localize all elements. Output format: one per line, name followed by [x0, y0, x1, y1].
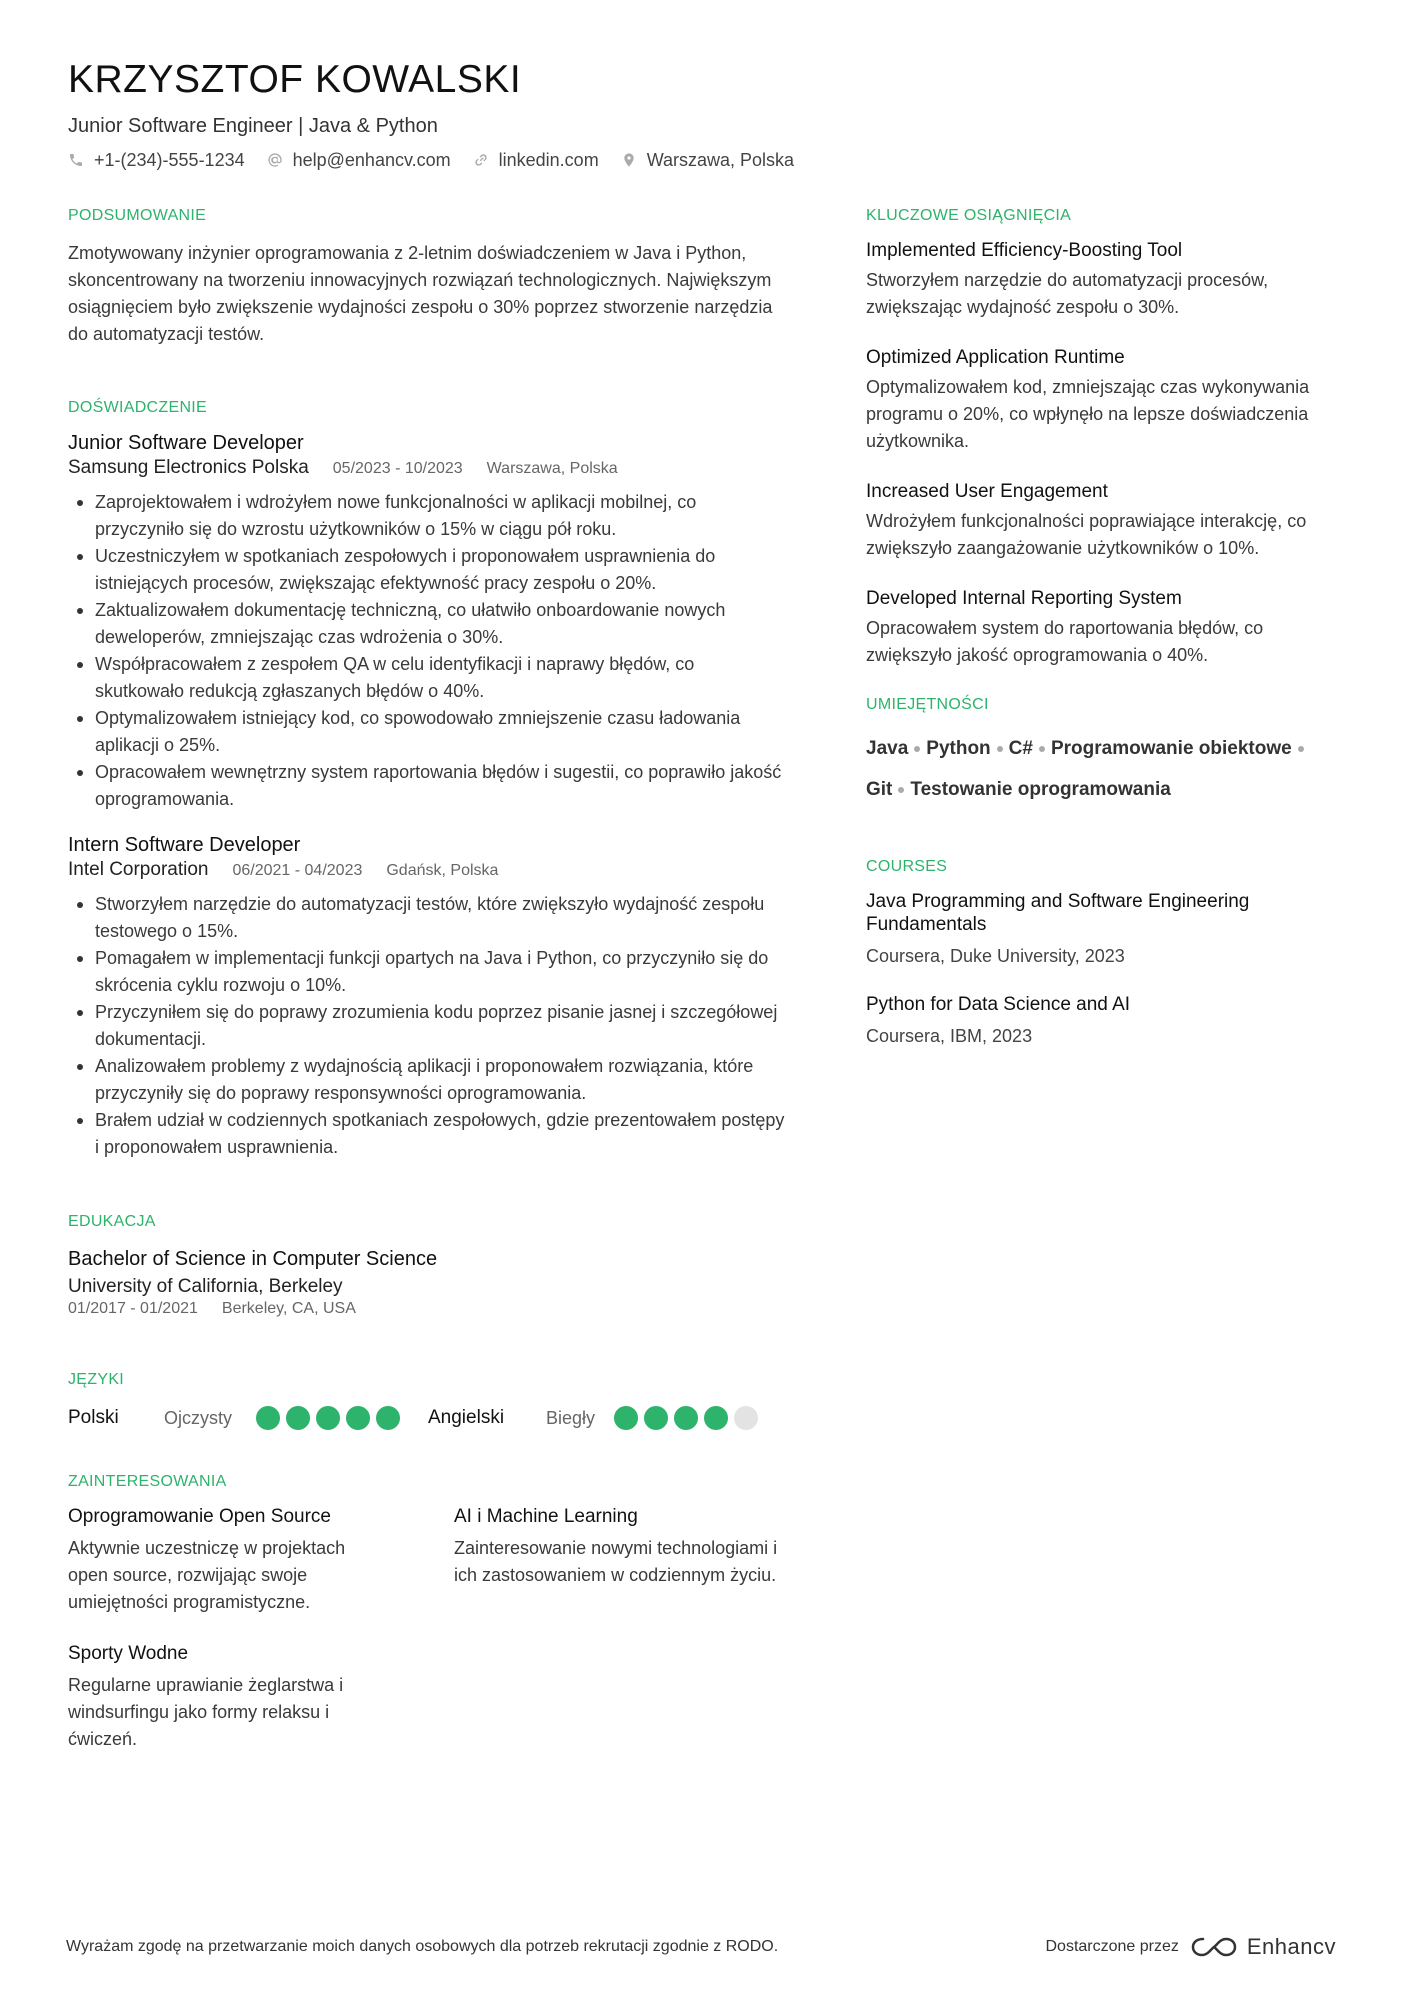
separator-dot: [1039, 746, 1045, 752]
job-bullets: [68, 489, 788, 813]
experience-section: [68, 397, 788, 1161]
achievement-desc: Wdrożyłem funkcjonalności poprawiające interakcję, co zwiększyło zaangażowanie użytkowników o 10%.: [866, 511, 1307, 558]
job-location: Warszawa, Polska: [486, 460, 618, 477]
courses-list: [866, 890, 1346, 1048]
course-title: Python for Data Science and AI: [866, 994, 1131, 1015]
bullet-item: Optymalizowałem istniejący kod, co spowodowało zmniejszenie czasu ładowania aplikacji o 25%.: [68, 705, 788, 759]
achievement-item: [866, 480, 1346, 562]
contact-email[interactable]: [267, 148, 451, 172]
interest-item: [454, 1505, 794, 1616]
rating-dot-filled: [644, 1406, 668, 1430]
bullet-item: Zaktualizowałem dokumentację techniczną, co ułatwiło onboardowanie nowych deweloperów, zmniejszając czas wdrożenia o 30%.: [68, 597, 788, 651]
bullet-item: Współpracowałem z zespołem QA w celu identyfikacji i naprawy błędów, co skutkowało redukcją zgłaszanych błędów o 40%.: [68, 651, 788, 705]
interest-title: Oprogramowanie Open Source: [68, 1506, 331, 1527]
language-item: [68, 1406, 428, 1430]
rating-dot-empty: [734, 1406, 758, 1430]
separator-dot: [898, 787, 904, 793]
bullet-item: Analizowałem problemy z wydajnością aplikacji i proponowałem rozwiązania, które przyczyniły się do poprawy responsywności oprogramowania.: [68, 1053, 788, 1107]
language-name: Angielski: [428, 1407, 505, 1428]
job-meta: [68, 858, 788, 883]
interest-desc: Aktywnie uczestniczę w projektach open source, rozwijając swoje umiejętności programistyczne.: [68, 1538, 346, 1612]
language-level: Biegły: [546, 1407, 596, 1428]
rating-dot-filled: [256, 1406, 280, 1430]
job-title: Intern Software Developer: [68, 834, 301, 856]
separator-dot: [997, 746, 1003, 752]
interest-title: AI i Machine Learning: [454, 1506, 638, 1527]
phone-text: +1-(234)-555-1234: [94, 150, 245, 170]
skill-tag: Programowanie obiektowe: [1050, 738, 1292, 759]
summary-text: Zmotywowany inżynier oprogramowania z 2-letnim doświadczeniem w Java i Python, skoncentrowany na tworzeniu innowacyjnych rozwiązań technologicznych. Największym osiągnięciem było zwiększenie wydajności zespołu o 30% poprzez stworzenie narzędzia do automatyzacji testów.: [68, 243, 773, 344]
section-title: EDUKACJA: [68, 1213, 156, 1230]
location-icon: [621, 152, 637, 168]
achievement-title: Optimized Application Runtime: [866, 347, 1125, 368]
skill-tag: Git: [866, 779, 893, 800]
achievement-title: Implemented Efficiency-Boosting Tool: [866, 240, 1183, 261]
section-title: DOŚWIADCZENIE: [68, 399, 208, 416]
powered-by-label: Dostarczone przez: [1045, 1938, 1179, 1955]
courses-section: [866, 856, 1346, 1048]
language-level: Ojczysty: [164, 1407, 233, 1428]
course-title: Java Programming and Software Engineering Fundamentals: [866, 891, 1250, 935]
bullet-item: Przyczyniłem się do poprawy zrozumienia kodu poprzez pisanie jasnej i szczegółowej dokumentacji.: [68, 999, 788, 1053]
achievement-title: Increased User Engagement: [866, 481, 1108, 502]
interest-title: Sporty Wodne: [68, 1643, 189, 1664]
resume-header: [68, 58, 1348, 172]
section-title: UMIEJĘTNOŚCI: [866, 696, 989, 713]
achievement-item: [866, 346, 1346, 455]
course-provider: Coursera, IBM, 2023: [866, 1026, 1033, 1046]
job-bullets: [68, 891, 788, 1161]
contact-phone: [68, 148, 245, 172]
job-entry: [68, 833, 788, 1161]
email-text[interactable]: help@enhancv.com: [292, 150, 451, 170]
language-name: Polski: [68, 1407, 119, 1428]
bullet-item: Opracowałem wewnętrzny system raportowania błędów i sugestii, co poprawiło jakość oprogramowania.: [68, 759, 788, 813]
language-rating: [256, 1406, 406, 1430]
section-title: COURSES: [866, 858, 948, 875]
rating-dot-filled: [316, 1406, 340, 1430]
education-meta: [68, 1297, 788, 1321]
interests-section: [68, 1471, 788, 1753]
rating-dot-filled: [346, 1406, 370, 1430]
skill-tag: C#: [1008, 738, 1033, 759]
course-item: [866, 993, 1346, 1048]
achievement-item: [866, 239, 1346, 321]
education-location: Berkeley, CA, USA: [221, 1300, 356, 1317]
linkedin-text[interactable]: linkedin.com: [498, 150, 599, 170]
rating-dot-filled: [704, 1406, 728, 1430]
bullet-item: Zaprojektowałem i wdrożyłem nowe funkcjonalności w aplikacji mobilnej, co przyczyniło się do wzrostu użytkowników o 15% w ciągu pół roku.: [68, 489, 788, 543]
skill-tag: Testowanie oprogramowania: [910, 779, 1171, 800]
summary-section: [68, 205, 788, 348]
contact-bar: [68, 148, 1348, 172]
job-location: Gdańsk, Polska: [386, 862, 499, 879]
location-text: Warszawa, Polska: [646, 150, 795, 170]
right-column: [866, 205, 1346, 1073]
school-name: University of California, Berkeley: [68, 1276, 343, 1297]
candidate-title: Junior Software Engineer | Java & Python: [68, 115, 438, 137]
language-item: [428, 1406, 788, 1430]
separator-dot: [914, 746, 920, 752]
achievement-desc: Optymalizowałem kod, zmniejszając czas wykonywania programu o 20%, co wpłynęło na lepsze doświadczenia użytkownika.: [866, 377, 1310, 451]
job-dates: 05/2023 - 10/2023: [332, 460, 463, 477]
bullet-item: Uczestniczyłem w spotkaniach zespołowych i proponowałem usprawnienia do istniejących procesów, zwiększając efektywność pracy zespołu o 20%.: [68, 543, 788, 597]
skills-section: [866, 694, 1346, 810]
section-title: KLUCZOWE OSIĄGNIĘCIA: [866, 207, 1072, 224]
achievement-desc: Stworzyłem narzędzie do automatyzacji procesów, zwiększając wydajność zespołu o 30%.: [866, 270, 1269, 317]
languages-section: [68, 1369, 788, 1430]
page-footer: [66, 1934, 1336, 1960]
job-entry: [68, 431, 788, 813]
job-meta: [68, 456, 788, 481]
language-rating: [614, 1406, 764, 1430]
interest-desc: Regularne uprawianie żeglarstwa i windsurfingu jako formy relaksu i ćwiczeń.: [68, 1675, 344, 1749]
languages-row: [68, 1406, 788, 1430]
enhancv-logo-icon: [1191, 1936, 1237, 1958]
company-name: Intel Corporation: [68, 859, 209, 880]
bullet-item: Pomagałem w implementacji funkcji opartych na Java i Python, co przyczyniło się do skrócenia cyklu rozwoju o 10%.: [68, 945, 788, 999]
interests-grid: [68, 1505, 788, 1753]
separator-dot: [1298, 746, 1304, 752]
rating-dot-filled: [376, 1406, 400, 1430]
bullet-item: Stworzyłem narzędzie do automatyzacji testów, które zwiększyło wydajność zespołu testowego o 15%.: [68, 891, 788, 945]
enhancv-brand: Enhancv: [1246, 1934, 1336, 1959]
section-title: JĘZYKI: [68, 1371, 125, 1388]
achievements-section: [866, 205, 1346, 669]
job-dates: 06/2021 - 04/2023: [232, 862, 363, 879]
section-title: ZAINTERESOWANIA: [68, 1473, 227, 1490]
contact-location: [621, 148, 794, 172]
candidate-name: KRZYSZTOF KOWALSKI: [68, 58, 522, 101]
gdpr-consent: Wyrażam zgodę na przetwarzanie moich danych osobowych dla potrzeb rekrutacji zgodnie z RODO.: [66, 1938, 779, 1955]
course-item: [866, 890, 1346, 968]
achievements-list: [866, 239, 1346, 669]
interest-desc: Zainteresowanie nowymi technologiami i ich zastosowaniem w codziennym życiu.: [454, 1538, 778, 1585]
degree-title: Bachelor of Science in Computer Science: [68, 1248, 438, 1270]
interest-item: [68, 1642, 454, 1753]
education-dates: 01/2017 - 01/2021: [68, 1300, 198, 1317]
bullet-item: Brałem udział w codziennych spotkaniach zespołowych, gdzie prezentowałem postępy i proponowałem usprawnienia.: [68, 1107, 788, 1161]
powered-by[interactable]: [1045, 1934, 1336, 1960]
skill-tag: Java: [866, 738, 909, 759]
skill-tag: Python: [926, 738, 991, 759]
rating-dot-filled: [614, 1406, 638, 1430]
left-column: [68, 205, 788, 1753]
link-icon: [473, 152, 489, 168]
at-icon: [267, 152, 283, 168]
section-title: PODSUMOWANIE: [68, 207, 207, 224]
achievement-desc: Opracowałem system do raportowania błędów, co zwiększyło jakość oprogramowania o 40%.: [866, 618, 1264, 665]
company-name: Samsung Electronics Polska: [68, 457, 309, 478]
achievement-item: [866, 587, 1346, 669]
phone-icon: [68, 152, 84, 168]
achievement-title: Developed Internal Reporting System: [866, 588, 1182, 609]
job-title: Junior Software Developer: [68, 432, 304, 454]
skills-list: [866, 728, 1346, 810]
education-section: [68, 1211, 788, 1321]
rating-dot-filled: [674, 1406, 698, 1430]
interest-item: [68, 1505, 454, 1616]
rating-dot-filled: [286, 1406, 310, 1430]
contact-linkedin[interactable]: [473, 148, 599, 172]
course-provider: Coursera, Duke University, 2023: [866, 946, 1125, 966]
